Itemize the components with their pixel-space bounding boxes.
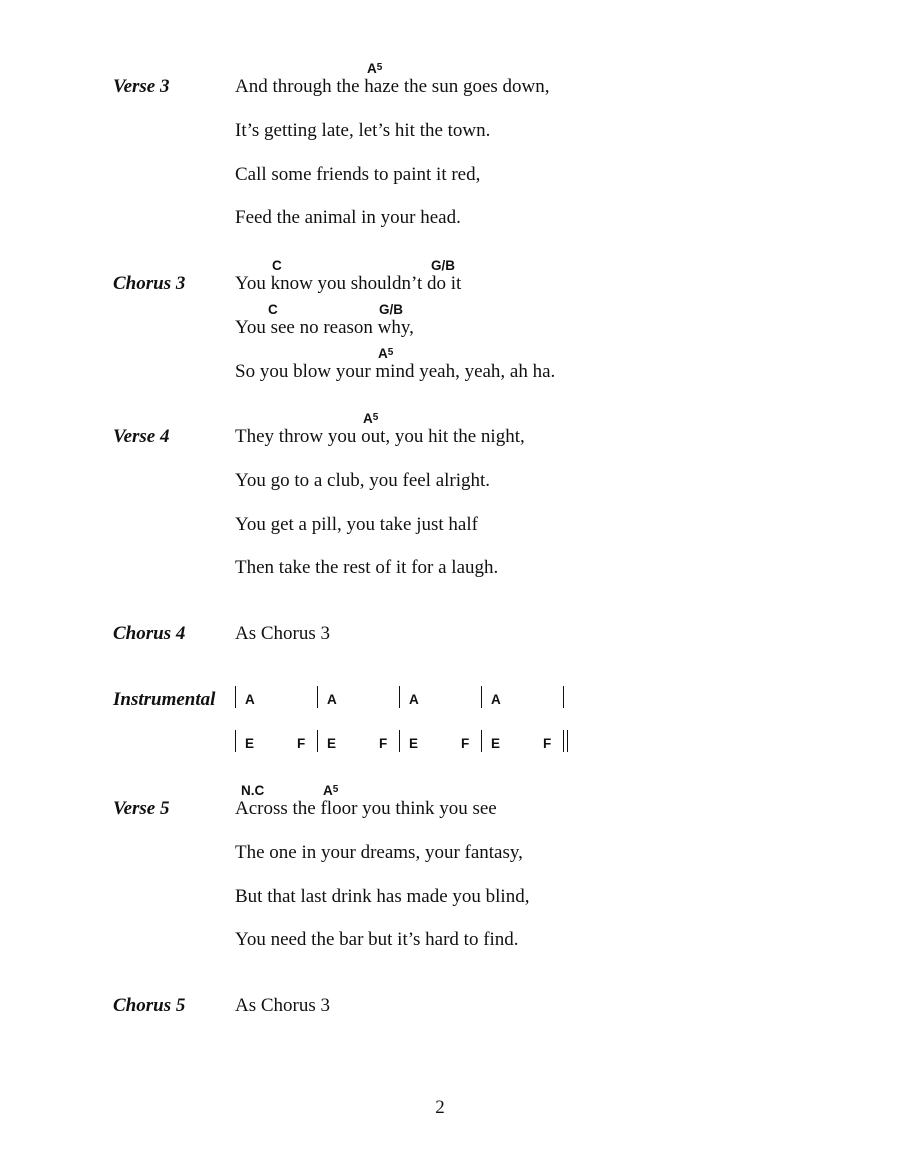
lyric-line: And through the haze the sun goes down, bbox=[235, 76, 550, 97]
lyric-line: Call some friends to paint it red, bbox=[235, 164, 481, 185]
chord-a5: $A^5$ bbox=[367, 61, 383, 76]
bar-line bbox=[563, 686, 564, 708]
chord-e: E bbox=[327, 736, 337, 751]
chord-a: A bbox=[327, 692, 337, 707]
chord-no-chord: N.C bbox=[241, 783, 265, 798]
bar-line bbox=[481, 730, 482, 752]
lyric-line: They throw you out, you hit the night, bbox=[235, 426, 525, 447]
chord-g-over-b: G/B bbox=[431, 258, 456, 273]
chord-g-over-b: G/B bbox=[379, 302, 404, 317]
bar-line bbox=[481, 686, 482, 708]
chord-a5: $A^5$ bbox=[363, 411, 379, 426]
final-double-bar-line bbox=[563, 730, 564, 752]
section-label-verse-3: Verse 3 bbox=[113, 76, 170, 97]
lyric-line: Across the floor you think you see bbox=[235, 798, 497, 819]
chord-f: F bbox=[461, 736, 470, 751]
chord-e: E bbox=[491, 736, 501, 751]
lyric-line: You know you shouldn’t do it bbox=[235, 273, 462, 294]
lyric-line: So you blow your mind yeah, yeah, ah ha. bbox=[235, 361, 556, 382]
lyric-line: You see no reason why, bbox=[235, 317, 414, 338]
bar-line bbox=[317, 730, 318, 752]
chord-c: C bbox=[268, 302, 278, 317]
chord-a: A bbox=[491, 692, 501, 707]
lyric-line: The one in your dreams, your fantasy, bbox=[235, 842, 523, 863]
section-reference: As Chorus 3 bbox=[235, 623, 331, 644]
bar-line bbox=[235, 730, 236, 752]
lyric-line: But that last drink has made you blind, bbox=[235, 886, 530, 907]
chord-a5: $A^5$ bbox=[323, 783, 339, 798]
chord-e: E bbox=[409, 736, 419, 751]
section-label-instrumental: Instrumental bbox=[113, 689, 216, 710]
chord-e: E bbox=[245, 736, 255, 751]
chord-f: F bbox=[543, 736, 552, 751]
bar-line bbox=[235, 686, 236, 708]
section-label-chorus-3: Chorus 3 bbox=[113, 273, 186, 294]
lyric-line: You go to a club, you feel alright. bbox=[235, 470, 491, 491]
bar-line bbox=[317, 686, 318, 708]
section-label-chorus-5: Chorus 5 bbox=[113, 995, 186, 1016]
bar-line bbox=[399, 686, 400, 708]
page-number: 2 bbox=[435, 1097, 445, 1118]
lyric-line: You get a pill, you take just half bbox=[235, 514, 478, 535]
chord-f: F bbox=[379, 736, 388, 751]
chord-a: A bbox=[409, 692, 419, 707]
chord-c: C bbox=[272, 258, 282, 273]
bar-line bbox=[399, 730, 400, 752]
lyric-line: You need the bar but it’s hard to find. bbox=[235, 929, 519, 950]
lyric-line: Feed the animal in your head. bbox=[235, 207, 461, 228]
chord-f: F bbox=[297, 736, 306, 751]
chord-a: A bbox=[245, 692, 255, 707]
section-label-verse-4: Verse 4 bbox=[113, 426, 170, 447]
final-double-bar-line bbox=[567, 730, 568, 752]
lyric-line: Then take the rest of it for a laugh. bbox=[235, 557, 499, 578]
chord-a5: $A^5$ bbox=[378, 346, 394, 361]
section-label-chorus-4: Chorus 4 bbox=[113, 623, 186, 644]
section-label-verse-5: Verse 5 bbox=[113, 798, 170, 819]
lyric-line: It’s getting late, let’s hit the town. bbox=[235, 120, 491, 141]
section-reference: As Chorus 3 bbox=[235, 995, 331, 1016]
